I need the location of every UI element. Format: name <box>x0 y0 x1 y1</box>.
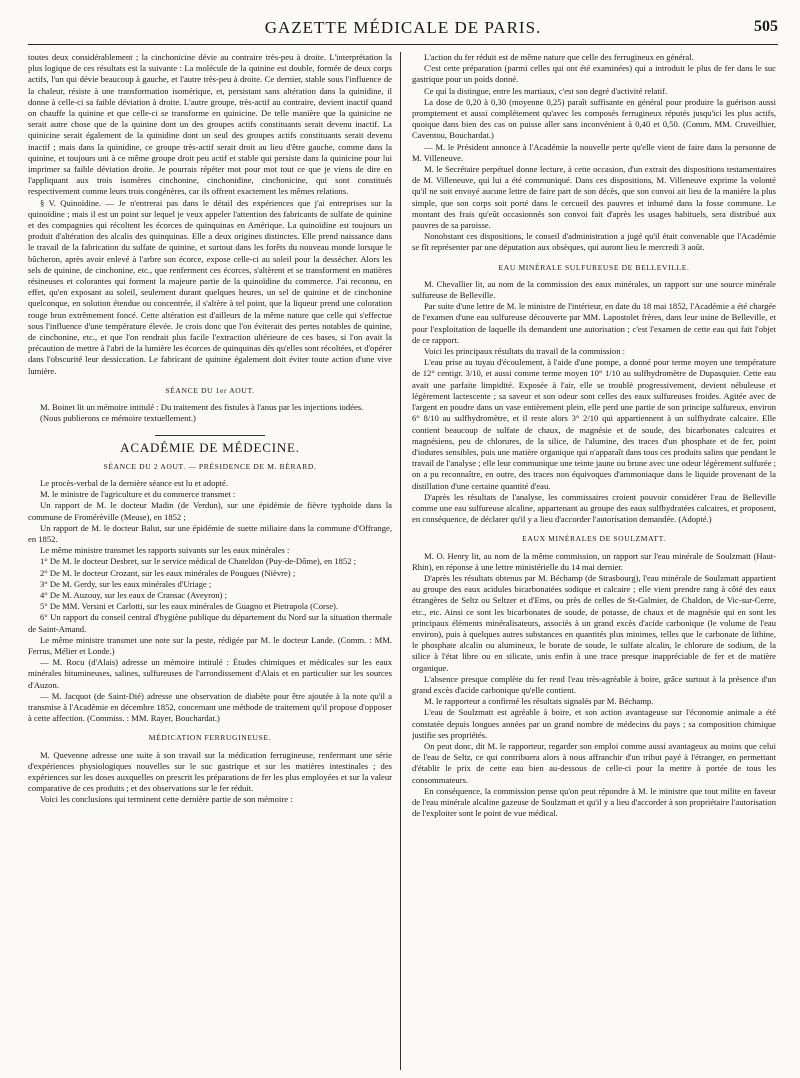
paragraph: M. le Secrétaire perpétuel donne lecture, à cette occasion, d'un extrait des dispositions testamentaires de M. Villeneuve, qui lui a été communiqué. Dans ces dispositions, M. Villeneuve exprime la volonté qu'il ne soit envoyé aucune lettre de faire part de son décès, que son convoi ait lieu de la manière la plus simple, que son corps soit porté dans le cercueil des pauvres et inhumé dans la fosse commune. Le montant des frais qu'eût occasionnés son convoi fait d'après les usages habituels, sera distribué aux pauvres de sa paroisse. <box>412 164 776 231</box>
paragraph: C'est cette préparation (parmi celles qui ont été examinées) qui a introduit le plus de fer dans le suc gastrique pour un poids donné. <box>412 63 776 85</box>
paragraph: M. Quevenne adresse une suite à son travail sur la médication ferrugineuse, renfermant une série d'expériences physiologiques nouvelles sur le suc gastrique et sur les matières intestinales ; des expériences sur les doses auxquelles on prescrit les préparations de fer les plus employées et sur la valeur comparative de ces produits ; et des observations sur le fer réduit. <box>28 749 392 794</box>
paragraph: Un rapport de M. le docteur Balut, sur une épidémie de suette miliaire dans la commune d'Offrange, en 1852. <box>28 522 392 544</box>
paragraph: M. Boinet lit un mémoire intitulé : Du traitement des fistules à l'anus par les injections iodées. <box>40 402 364 413</box>
paragraph: toutes deux considérablement ; la cinchonicine dévie au contraire très-peu à droite. L'interprétation la plus logique de ces résultats est la suivante : La molécule de la quinine est double, formée de deux corps actifs, l'un qui dévie beaucoup à gauche, et l'autre très-peu à droite. Ce dernier, stable sous l'influence de la chaleur, résiste à une transformation isomérique, et, persistant sans altération dans la quinidine, il donne à celle-ci sa faible déviation à droite. L'autre groupe, très-actif au contraire, devient inactif quand on chauffe la quinine et que celle-ci se transforme en quinicine. De telle manière que la quinicine ne serait autre chose que de la quinine dont un des groupes actifs constituants serait devenu inactif. La quinicine serait également de la quinidine dont un seul des groupes actifs constituants serait devenu inactif ; mais dans la quinidine, ce groupe très-actif serait droit au lieu d'être gauche, comme dans la quinine, et toujours uni à ce même groupe droit peu actif et stable qui persiste dans la quinicine pour lui imprimer sa faible déviation droite. Je pourrais répéter mot pour mot tout ce que je viens de dire en l'appliquant aux trois isomères cinchonine, cinchonidine, cinchonicine, qui sont constitués respectivement comme leurs trois congénères, car ils offrent exactement les mêmes relations. <box>28 52 392 197</box>
section-heading: EAUX MINÉRALES DE SOULZMATT. <box>522 534 666 544</box>
paragraph: M. le ministre de l'agriculture et du commerce transmet : <box>40 489 236 500</box>
journal-title: GAZETTE MÉDICALE DE PARIS. <box>264 18 542 37</box>
section-heading: EAU MINÉRALE SULFUREUSE DE BELLEVILLE. <box>498 262 690 272</box>
paragraph: L'eau de Soulzmatt est agréable à boire, et son action avantageuse sur l'économie animale a été constatée depuis longues années par un grand nombre de médecins du pays ; sa composition chimique justifie ses propriétés. <box>412 707 776 740</box>
paragraph: M. le rapporteur a confirmé les résultats signalés par M. Béchamp. <box>424 696 654 707</box>
paragraph: — M. Jacquot (de Saint-Dié) adresse une observation de diabète pour être ajoutée à la note qu'il a transmise à l'Académie en décembre 1852, concernant une méthode de traitement qu'il propose d'opposer à cette affection. (Commiss. : MM. Rayer, Bouchardat.) <box>28 690 392 724</box>
paragraph: D'après les résultats de l'analyse, les commissaires croient pouvoir considérer l'eau de Belleville comme une eau sulfureuse alcaline, appartenant au groupe des eaux sulfhydratées calcaires, et proposent, en conséquence, de déclarer qu'il y a lieu d'accorder l'autorisation demandée. (Adopté.) <box>412 491 776 525</box>
paragraph: Par suite d'une lettre de M. le ministre de l'intérieur, en date du 18 mai 1852, l'Académie a été chargée de l'examen d'une eau sulfureuse découverte par MM. Lapostolet frères, dans leur usine de Belleville, et pour l'exploitation de laquelle ils demandent une autorisation ; c'est l'examen de cette eau qui fait l'objet de ce rapport. <box>412 301 776 345</box>
paragraph: — M. Rocu (d'Alais) adresse un mémoire intitulé : Études chimiques et médicales sur les eaux minérales bitumineuses, salines, sulfureuses de l'arrondissement d'Alais et en particulier sur les sources d'Auzon. <box>28 657 392 690</box>
paragraph: Le même ministre transmet les rapports suivants sur les eaux minérales : <box>40 545 290 556</box>
list-item: 6° Un rapport du conseil central d'hygiène publique du département du Nord sur la situation thermale de Saint-Amand. <box>28 612 392 634</box>
list-item: 4° De M. Auzouy, sur les eaux de Cransac (Aveyron) ; <box>40 589 227 600</box>
paragraph: La dose de 0,20 à 0,30 (moyenne 0,25) paraît suffisante en général pour produire la guérison aussi promptement et aussi complétement qu'avec les composés ferrugineux réputés jusqu'ici les plus actifs, quoique dans bien des cas on puisse aller sans inconvénient à 0,40 et 0,50. (Comm. MM. Cruveilhier, Caventou, Bouchardat.) <box>412 96 776 141</box>
paragraph: Le même ministre transmet une note sur la peste, rédigée par M. le docteur Lande. (Comm. : MM. Ferrus, Mélier et Londe.) <box>28 634 392 656</box>
paragraph: Voici les conclusions qui terminent cette dernière partie de son mémoire : <box>40 794 293 805</box>
right-column <box>412 52 776 1070</box>
left-column <box>28 52 392 1070</box>
paragraph: En conséquence, la commission pense qu'on peut répondre à M. le ministre que tout milite en faveur de l'eau minérale alcaline gazeuse de Soulzmatt et qu'il y a lieu d'accorder à son propriétaire l'autorisation de l'exploiter sont le point de vue médical. <box>412 785 776 819</box>
page-header <box>28 14 778 45</box>
paragraph: L'absence presque complète du fer rend l'eau très-agréable à boire, grâce surtout à la présence d'un grand excès d'acide carbonique qu'elle contient. <box>412 673 776 695</box>
column-divider <box>400 52 401 1070</box>
paragraph: Le procès-verbal de la dernière séance est lu et adopté. <box>40 477 229 488</box>
section-heading: MÉDICATION FERRUGINEUSE. <box>148 733 272 743</box>
paragraph: Voici les principaux résultats du travail de la commission : <box>424 346 626 357</box>
list-item: 1° De M. le docteur Desbret, sur le service médical de Chateldon (Puy-de-Dôme), en 1852 ; <box>40 556 357 567</box>
section-heading: SÉANCE DU 1er AOUT. <box>165 385 255 395</box>
paragraph: § V. Quinoïdine. — Je n'entrerai pas dans le détail des expériences que j'ai entreprises sur la quinoïdine ; mais il est un point sur lequel je veux appeler l'attention des fabricants de sulfate de quinine et des compagnies qui récoltent les écorces de quinquinas en Amérique. La quinoïdine est toujours un produit d'altération des alcalis des quinquinas. Elle a deux origines distinctes. Elle prend naissance dans le travail de la fabrication du sulfate de quinine, et surtout dans les forêts du nouveau monde lorsque le bûcheron, après avoir enlevé à l'arbre son écorce, expose celle-ci au soleil pour la dessécher. Alors les sels de quinine, de cinchonine, etc., que renferment ces écorces, s'altèrent et se transforment en matières résineuses et colorantes qui forment la majeure partie de la quinoïdine du commerce. J'ai reconnu, en effet, qu'en exposant au soleil, seulement durant quelques heures, un sel de quinine et de cinchonine quelconque, en solution étendue ou concentrée, il s'altère à tel point, que la liqueur prend une coloration rouge brun extrêmement foncé. Cette altération est d'ailleurs de la même nature que celle qui s'effectue sous l'influence d'une température élevée. Je crois donc que l'on éviterait des pertes notables de quinine, de cinchonine, etc., et que l'on rendrait plus facile l'extraction ultérieure de ces bases, si l'on avait la précaution de mettre à l'abri de la lumière les écorces de quinquinas dès qu'elles sont récoltées, et d'opérer dans l'obscurité leur dessiccation. Le fabricant de quinine également doit éviter toute action d'une vive lumière. <box>28 197 392 376</box>
list-item: 3° De M. Gerdy, sur les eaux minérales d'Uriage ; <box>40 578 212 589</box>
paragraph: — M. le Président annonce à l'Académie la nouvelle perte qu'elle vient de faire dans la personne de M. Villeneuve. <box>412 141 776 163</box>
list-item: 5° De MM. Versini et Carlotti, sur les eaux minérales de Guagno et Pietrapola (Corse). <box>40 601 339 612</box>
paragraph: Nonobstant ces dispositions, le conseil d'administration a jugé qu'il était convenable que l'Académie se fît représenter par une députation aux obsèques, qui auront lieu le mercredi 3 août. <box>412 231 776 253</box>
paragraph: L'action du fer réduit est de même nature que celle des ferrugineux en général. <box>424 52 694 62</box>
paragraph: L'eau prise au tuyau d'écoulement, à l'aide d'une pompe, a donné pour terme moyen une température de 12° centigr. 3/10, et aussi comme terme moyen 10° 1/10 au sulfhydromètre de Dupasquier. Cette eau avait une parfaite limpidité. Exposée à l'air, elle se troublé progressivement, devient nébuleuse et légèrement lactescente ; sa saveur et son odeur sont celles des eaux sulfureuses froides. Agitée avec de l'argent en poudre dans un vase entièrement plein, elle perd une partie de son principe sulfureux, environ 6° 8/10 au sulfhydromètre, et il reste alors 3° 2/10 qui appartiennent à un sulfhydrate calcaire. Elle contient beaucoup de sulfate de chaux, de magnésie et de soude, des bicarbonates calcaires et magnésiens, peu de chlorures, de la silice, de l'alumine, des traces d'un phosphate et de fer, point d'iodures sensibles, puis une matière organique qui n'apparaît dans tous ces produits salins que pendant le travail de l'analyse ; elle leur communique une teinte jaune ou brune avec une odeur légèrement sulfurée ; on a pu reconnaître, en outre, des traces non équivoques d'ammoniaque dans le liquide provenant de la distillation d'une certaine quantité d'eau. <box>412 357 776 491</box>
paragraph: Un rapport de M. le docteur Madin (de Verdun), sur une épidémie de fièvre typhoïde dans la commune de Fromérèville (Meuse), en 1852 ; <box>28 500 392 522</box>
paragraph: On peut donc, dit M. le rapporteur, regarder son emploi comme aussi avantageux au moins que celui de l'eau de Seltz, ce qui contribuera alors à nous affranchir d'un tribut payé à l'étranger, en permettant d'établir le prix de cette eau bien au-dessous de celle-ci pour la mettre à portée de tous les consommateurs. <box>412 740 776 785</box>
paragraph: M. Chevallier lit, au nom de la commission des eaux minérales, un rapport sur une source minérale sulfureuse de Belleville. <box>412 278 776 301</box>
list-item: 2° De M. le docteur Crozant, sur les eaux minérales de Pougues (Nièvre) ; <box>40 567 296 578</box>
paragraph: (Nous publierons ce mémoire textuellement.) <box>40 413 196 424</box>
paragraph: M. O. Henry lit, au nom de la même commission, un rapport sur l'eau minérale de Soulzmatt (Haut-Rhin), en réponse à une lettre ministérielle du 14 mai dernier. <box>412 550 776 572</box>
page-number: 505 <box>754 18 778 35</box>
paragraph: D'après les résultats obtenus par M. Béchamp (de Strasbourg), l'eau minérale de Soulzmatt appartient au groupe des eaux acidules bicarbonatées sodique et calcaire ; elle vient prendre rang à côté des eaux étrangères de Seltz ou Seltzer et d'Ems, ou près de celles de St-Galmier, de Chaldon, de Vic-sur-Cerre, etc., etc. Ainsi ce sont les bicarbonates de soude, de potasse, de chaux et de magnésie qui en sont les principaux éléments minéralisateurs, associés à un grand excès d'acide carbonique (le volume de l'eau environ), puis à quelques autres substances en quantités plus minimes, telles que le carbonate de lithine, le phosphate alcalin ou alumineux, le borate de soude, le sulfate alcalin, le chlorure de sodium, de la silice à l'état libre ou en silicate, unis enfin à une trace presque inappréciable de fer et de matière organique. <box>412 572 776 673</box>
academy-title: ACADÉMIE DE MÉDECINE. <box>120 439 300 455</box>
section-heading: SÉANCE DU 2 AOUT. — PRÉSIDENCE DE M. BÉRARD. <box>103 461 317 471</box>
divider-rule <box>155 435 265 436</box>
paragraph: Ce qui la distingue, entre les martiaux, c'est son degré d'activité relatif. <box>424 85 668 96</box>
